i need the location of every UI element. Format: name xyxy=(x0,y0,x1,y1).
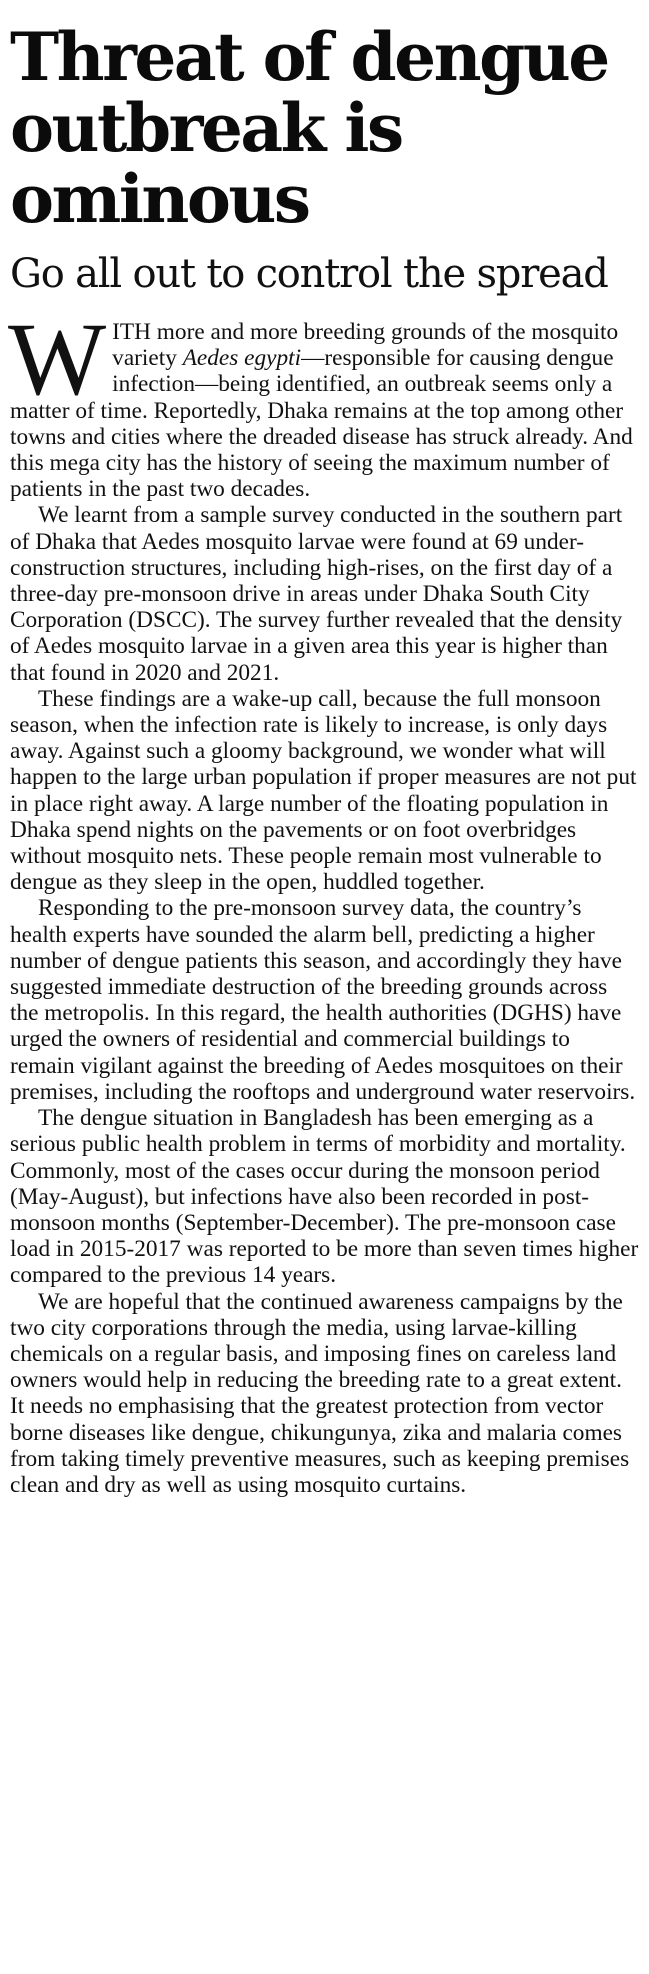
headline: Threat of dengue outbreak is ominous xyxy=(10,18,608,238)
species-name: Aedes egypti xyxy=(182,345,302,372)
paragraph-5: The dengue situation in Bangladesh has been emerging as a serious public health problem in terms of morbidity and mortality. Commonly, most of the cases occur during the monsoon period (May-August), but infections have also been recorded in post-monsoon months (September-December). The pre-monsoon case load in 2015-2017 was reported to be more than seven times higher compared to the previous 14 years. xyxy=(10,1105,639,1289)
paragraph-3: These findings are a wake-up call, because the full monsoon season, when the infection rate is likely to increase, is only days away. Against such a gloomy background, we wonder what will happen to the large urban population if proper measures are not put in place right away. A large number of the floating population in Dhaka spend nights on the pavements or on foot overbridges without mosquito nets. These people remain most vulnerable to dengue as they sleep in the open, huddled together. xyxy=(10,685,637,896)
paragraph-1-rest: —responsible for causing dengue infection—being identified, an outbreak seems only a matter of time. Reportedly, Dhaka remains at the top among other towns and cities where the dreaded disease has struck already. And this mega city has the history of seeing the maximum number of patients in the past two decades. xyxy=(10,345,633,503)
paragraph-1 xyxy=(8,302,640,503)
paragraph-4: Responding to the pre-monsoon survey data, the country’s health experts have sounded the alarm bell, predicting a higher number of dengue patients this season, and accordingly they have suggested immediate destruction of the breeding grounds across the metropolis. In this regard, the health authorities (DGHS) have urged the owners of residential and commercial buildings to remain vigilant against the breeding of Aedes mosquitoes on their premises, including the rooftops and underground water reservoirs. xyxy=(10,895,636,1105)
paragraph-1-lead: ITH more and more breeding grounds of the mosquito variety xyxy=(112,319,619,372)
editorial-article xyxy=(8,18,640,1498)
subheadline: Go all out to control the spread xyxy=(10,251,608,297)
paragraph-2: We learnt from a sample survey conducted in the southern part of Dhaka that Aedes mosquito larvae were found at 69 under-construction structures, including high-rises, on the first day of a three-day pre-monsoon drive in areas under Dhaka South City Corporation (DSCC). The survey further revealed that the density of Aedes mosquito larvae in a given area this year is higher than that found in 2020 and 2021. xyxy=(10,502,623,686)
drop-cap: W xyxy=(8,302,107,417)
paragraph-6: We are hopeful that the continued awareness campaigns by the two city corporations through the media, using larvae-killing chemicals on a regular basis, and imposing fines on careless land owners would help in reducing the breeding rate to a great extent. It needs no emphasising that the greatest protection from vector borne diseases like dengue, chikungunya, zika and malaria comes from taking timely preventive measures, such as keeping premises clean and dry as well as using mosquito curtains. xyxy=(10,1288,630,1498)
article-body xyxy=(8,302,640,1498)
